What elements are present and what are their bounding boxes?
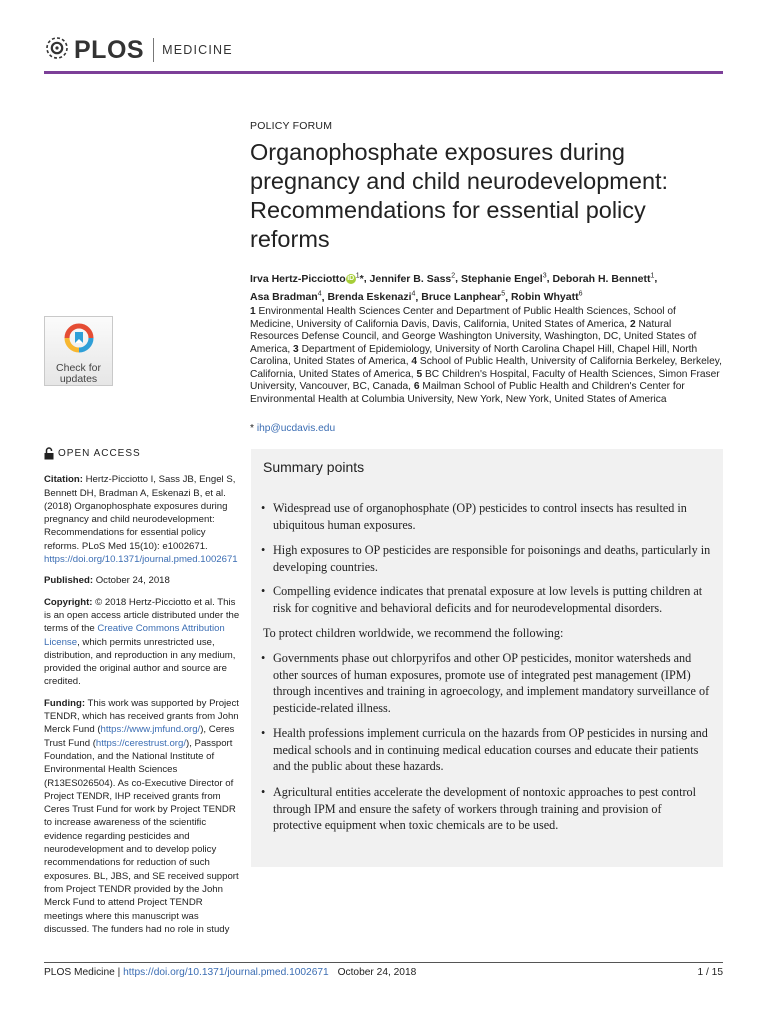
author: [552, 273, 654, 285]
author-affiliation-sup: 6: [578, 290, 583, 298]
summary-point-text: Widespread use of organophosphate (OP) pesticides to control insects has resulted in ubiquitous human exposures.: [273, 501, 687, 532]
page-footer: [44, 967, 723, 978]
author: [327, 291, 415, 303]
affiliation-text: BC Children's Hospital, Faculty of Health Sciences, Simon Fraser University, Vancouver, BC, Canada,: [250, 368, 720, 392]
affiliation: [250, 306, 676, 330]
citation: [44, 473, 240, 566]
author: [250, 273, 364, 285]
bullet-icon: •: [261, 785, 266, 799]
affiliations: [250, 306, 722, 406]
copyright: [44, 596, 240, 689]
affiliation-number: 1: [250, 306, 256, 317]
author-affiliation-sup: 1: [650, 272, 655, 279]
author-name: Bruce Lanphear: [421, 291, 502, 303]
crossmark-icon: [62, 321, 96, 355]
journal-name: MEDICINE: [162, 43, 233, 57]
corresponding-email-line: [250, 423, 335, 434]
recommendation-text: Agricultural entities accelerate the development of nontoxic approaches to pest control through IPM and ensure the safety of workers through training and provision of protective equipment when toxic chemicals are to be used.: [273, 785, 697, 832]
affiliation-number: 5: [416, 368, 423, 380]
funding-text: This work was supported by Project TENDR, which has received grants from John Merck Fund (: [44, 697, 239, 736]
summary-point-text: Compelling evidence indicates that prenatal exposure at low levels is putting children at risk for cognitive and behavioral deficits and for neurodevelopmental disorders.: [273, 584, 703, 615]
cerestrust-link[interactable]: https://cerestrust.org/: [95, 737, 187, 749]
author-list: Irva Hertz-Picciotto iD $^1$*, Jennifer B. Sass$^2$, Stephanie Engel$^3$, Deborah H. Bennett$^1$, Asa Bradman$^4$, Brenda Eskenazi$^4$, Bruce Lanphear$^5$, Robin Whyatt$^6$: [250, 272, 658, 303]
citation-doi-link[interactable]: https://doi.org/10.1371/journal.pmed.1002671: [44, 554, 238, 566]
published: [44, 574, 240, 587]
affiliation-text: Mailman School of Public Health and Children's Center for Environmental Health at Columbia University, New York, New York, United States of America: [250, 381, 685, 405]
list-item: [261, 784, 713, 834]
summary-points-box: [251, 449, 723, 867]
affiliation-text: Environmental Health Sciences Center and Department of Public Health Sciences, School of Medicine, University of California Davis, Davis, California, United States of America,: [250, 306, 676, 330]
affiliation-text: Natural Resources Defense Council, and George Washington University, Washington, DC, United States of America,: [250, 318, 697, 355]
author-name: Asa Bradman: [250, 291, 318, 303]
copyright-text-cont: , which permits unrestricted use, distribution, and reproduction in any medium, provided the original author and source are credited.: [44, 636, 236, 688]
author: [511, 291, 583, 303]
author-affiliation-sup: 4: [411, 290, 416, 298]
license-link[interactable]: Creative Commons Attribution License: [44, 623, 225, 648]
author-affiliation-sup: 2: [451, 272, 456, 279]
author-affiliation-sup: 5: [501, 290, 506, 298]
footer-rule: [44, 962, 723, 963]
list-item: [261, 542, 713, 575]
copyright-label: Copyright:: [44, 596, 93, 608]
plos-logo-icon: [44, 35, 70, 66]
author-name: Stephanie Engel: [461, 272, 543, 285]
check-for-label: Check for: [56, 362, 101, 374]
article-metadata-column: [44, 447, 240, 944]
recommendation-text: Health professions implement curricula on the hazards from OP pesticides in nursing and medical schools and in continuing medical education courses and educate their patients and the public about these hazards.: [273, 726, 708, 773]
recommendation-text: Governments phase out chlorpyrifos and other OP pesticides, monitor watersheds and other sources of human exposures, promote use of integrated pest management (IPM) through incentives and training in agroecology, and implement mandatory surveillance of pesticide-related illness.: [273, 651, 710, 715]
published-date: October 24, 2018: [95, 575, 170, 587]
author-name: Robin Whyatt: [510, 291, 579, 303]
page-number: 1 / 15: [697, 967, 723, 978]
affiliation-number: 6: [413, 381, 420, 392]
author-affiliation-sup: 1: [355, 272, 360, 279]
funding-label: Funding:: [44, 697, 86, 709]
list-item: [261, 583, 713, 616]
jmfund-link[interactable]: https://www.jmfund.org/: [100, 724, 201, 736]
citation-text: Hertz-Picciotto I, Sass JB, Engel S, Bennett DH, Bradman A, Eskenazi B, et al. (2018) Organophosphate exposures during pregnancy and child neurodevelopment: Recommendations for essential policy reforms. PLoS Med 15(10): e1002671.: [44, 474, 236, 552]
orcid-icon[interactable]: iD: [347, 274, 355, 282]
affiliation-number: 4: [411, 356, 418, 367]
updates-label: updates: [59, 373, 98, 385]
open-lock-icon: [44, 447, 54, 460]
author: [250, 291, 322, 303]
logo-divider: [153, 38, 154, 62]
copyright-text: © 2018 Hertz-Picciotto et al. This is an open access article distributed under the terms of the: [44, 596, 240, 635]
bullet-icon: •: [261, 651, 266, 665]
article-section-label: POLICY FORUM: [250, 120, 333, 132]
author-affiliation-sup: 3: [542, 272, 547, 279]
open-access-badge: [44, 447, 240, 460]
plos-brand: PLOS: [74, 35, 145, 64]
author-affiliation-sup: 4: [317, 290, 322, 298]
published-label: Published:: [44, 575, 94, 587]
affiliation-number: 2: [629, 318, 636, 330]
funding-text-cont: ), Ceres Trust Fund (: [44, 724, 235, 749]
plos-medicine-logo[interactable]: [44, 34, 233, 66]
footer-doi-link[interactable]: https://doi.org/10.1371/journal.pmed.1002671: [123, 967, 329, 978]
corresponding-email-link[interactable]: ihp@ucdavis.edu: [256, 423, 336, 434]
bullet-icon: •: [261, 501, 266, 515]
affiliation-text: Department of Epidemiology, University of North Carolina Chapel Hill, Chapel Hill, North Carolina, United States of America,: [250, 343, 698, 367]
funding: [44, 697, 240, 936]
author-name: Deborah H. Bennett: [552, 272, 651, 285]
summary-heading: Summary points: [263, 459, 365, 475]
header-rule: [44, 71, 723, 74]
author-name: Brenda Eskenazi: [327, 291, 412, 303]
list-item: [261, 500, 713, 533]
list-item: [261, 725, 713, 775]
bullet-icon: •: [261, 726, 266, 740]
author: [461, 273, 547, 285]
bullet-icon: •: [261, 543, 266, 557]
open-access-label: OPEN ACCESS: [58, 448, 141, 459]
citation-label: Citation:: [44, 474, 83, 486]
author: [370, 273, 456, 285]
bullet-icon: •: [261, 584, 266, 598]
footer-journal: PLOS Medicine: [44, 967, 115, 978]
funding-text-cont2: ), Passport Foundation, and the National Institute of Environmental Health Sciences (R13ES026504). As co-Executive Director of Project TENDR, IHP received grants from Ceres Trust Fund for work by Project TENDR to increase awareness of the scientific evidence regarding pesticides and neurodevelopment and to develop policy recommendations for reduction of such exposures. BL, JBS, and SE received support from Project TENDR provided by the John Merck Fund to attend Project TENDR meetings where this manuscript was discussed. The funders had no role in study: [44, 737, 239, 935]
corresponding-marker: *: [250, 423, 254, 434]
corresponding-marker: *: [359, 272, 364, 285]
summary-point-text: High exposures to OP pesticides are responsible for poisonings and deaths, particularly in developing countries.: [273, 543, 711, 574]
author-name: Jennifer B. Sass: [369, 272, 452, 285]
affiliation-number: 3: [293, 343, 299, 355]
affiliation-text: School of Public Health, University of California Berkeley, Berkeley, California, United States of America,: [250, 356, 722, 380]
author-name: Irva Hertz-Picciotto: [250, 272, 346, 285]
author: [421, 291, 505, 303]
check-for-updates-badge[interactable]: [44, 316, 113, 386]
article-title: Organophosphate exposures during pregnancy and child neurodevelopment: Recommendations for essential policy reforms: [250, 139, 669, 252]
list-item: [261, 650, 713, 716]
footer-separator: |: [117, 967, 121, 978]
footer-date: October 24, 2018: [337, 967, 417, 978]
recommendations-intro: To protect children worldwide, we recommend the following:: [263, 626, 564, 640]
